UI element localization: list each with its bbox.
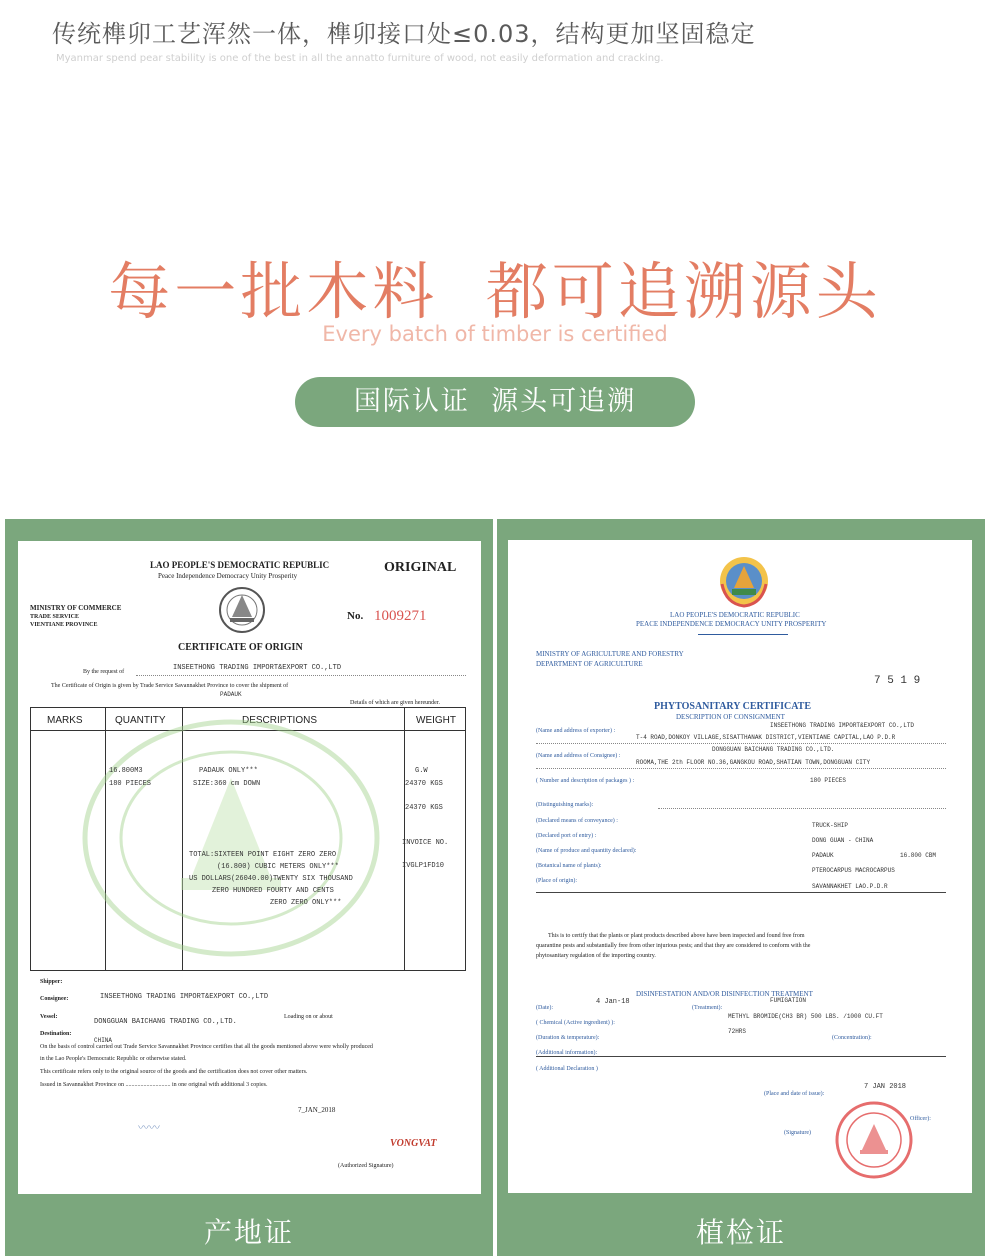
doc-ministry: MINISTRY OF COMMERCE (30, 604, 122, 612)
top-title: 传统榫卯工艺浑然一体，榫卯接口处≤0.03，结构更加坚固稳定 (52, 20, 756, 48)
blue-signature-icon: 〰︎〰 (138, 1122, 160, 1134)
request-value: INSEETHONG TRADING IMPORT&EXPORT CO.,LTD (173, 664, 342, 672)
exporter-line-2: T-4 ROAD,DONKOY VILLAGE,SISATTHANAK DISTRICT,VIENTIANE CAPITAL,LAO P.D.R (636, 734, 896, 741)
treatment-date-label: (Date): (536, 1005, 553, 1011)
entry-label: (Declared port of entry) : (536, 833, 597, 839)
ministry-stamp-watermark (81, 715, 381, 958)
exporter-line-1: INSEETHONG TRADING IMPORT&EXPORT CO.,LTD (770, 722, 915, 729)
doc-country: LAO PEOPLE'S DEMOCRATIC REPUBLIC (150, 560, 330, 570)
weight-value-1: 24370 KGS (405, 780, 443, 788)
invoice-value: IVGLP1FD10 (402, 862, 445, 870)
issue-date-value: 7 JAN 2018 (864, 1083, 907, 1091)
destination-value: CHINA (94, 1037, 113, 1044)
botanical-label: (Botanical name of plants): (536, 863, 602, 869)
total-line-2: (16.800) CUBIC METERS ONLY*** (217, 863, 339, 871)
col-quantity: QUANTITY (115, 715, 166, 726)
marks-label: (Distinguishing marks): (536, 802, 594, 808)
basis-text: On the basis of control carried out Trade Service Savannakhet Province certifies that all the goods mentioned above were wholly produced (40, 1044, 373, 1050)
duration-label: (Duration & temperature): (536, 1035, 600, 1041)
destination-label: Destination: (40, 1031, 72, 1037)
phyto-ministry: MINISTRY OF AGRICULTURE AND FORESTRY (536, 650, 684, 658)
panel-caption-origin: 产地证 (203, 1216, 294, 1249)
packages-label: ( Number and description of packages ) : (536, 778, 635, 784)
phyto-motto: PEACE INDEPENDENCE DEMOCRACY UNITY PROSPERITY (636, 620, 827, 628)
origin-certificate-document (18, 541, 481, 1194)
phyto-subtitle: DESCRIPTION OF CONSIGNMENT (676, 713, 785, 721)
treatment-date-value: 4 Jan-18 (596, 998, 630, 1006)
additional-info-label: (Additional information): (536, 1050, 598, 1056)
phyto-number: 7 5 1 9 (874, 675, 921, 687)
certification-pill: 国际认证 源头可追溯 (295, 377, 695, 427)
packages-value: 180 PIECES (810, 777, 847, 784)
botanical-value: PTEROCARPUS MACROCARPUS (812, 867, 895, 874)
qty-pieces: 180 PIECES (109, 780, 152, 788)
doc-number: 1009271 (374, 608, 427, 624)
origin-label: (Place of origin): (536, 878, 577, 884)
signature-label: (Signature) (784, 1130, 811, 1136)
officer-label: Officer): (910, 1116, 931, 1122)
doc-province: VIENTIANE PROVINCE (30, 622, 98, 628)
shipper-label: Shipper: (40, 979, 63, 985)
origin-value: SAVANNAKHET LAO.P.D.R (812, 883, 888, 890)
lao-emblem-color-icon (716, 554, 772, 608)
conveyance-label: (Declared means of conveyance) : (536, 818, 618, 824)
disinfestation-title: DISINFESTATION AND/OR DISINFECTION TREATMENT (636, 990, 813, 998)
treatment-label: (Treatment): (692, 1005, 723, 1011)
consignee-line-2: ROOMA,THE 2th FLOOR NO.36,GANGKOU ROAD,SHATIAN TOWN,DONGGUAN CITY (636, 759, 871, 766)
weight-gw: G.W (415, 767, 428, 775)
qty-volume: 16.800M3 (109, 767, 143, 775)
consignee-value: INSEETHONG TRADING IMPORT&EXPORT CO.,LTD (100, 993, 269, 1001)
col-descriptions: DESCRIPTIONS (242, 715, 318, 726)
consignee-label: Consignee: (40, 996, 69, 1002)
doc-original: ORIGINAL (384, 560, 457, 575)
doc-trade-service: TRADE SERVICE (30, 614, 79, 620)
col-weight: WEIGHT (416, 715, 456, 726)
details-text: Details of which are given hereunder. (350, 700, 440, 706)
phyto-country: LAO PEOPLE'S DEMOCRATIC REPUBLIC (670, 611, 800, 619)
signer-name: VONGVAT (390, 1138, 437, 1149)
phyto-department: DEPARTMENT OF AGRICULTURE (536, 660, 643, 668)
basis-text-2: in the Lao People's Democratic Republic or otherwise stated. (40, 1056, 187, 1062)
loading-label: Loading on or about (284, 1014, 333, 1020)
vessel-label: Vessel: (40, 1014, 58, 1020)
chemical-label: ( Chemical (Active ingredient) ): (536, 1020, 615, 1026)
shipment-product: PADAUK (220, 691, 242, 698)
total-line-1: TOTAL:SIXTEEN POINT EIGHT ZERO ZERO (189, 851, 337, 859)
hero-headline: 每一批木料 都可追溯源头 (108, 255, 882, 328)
additional-declaration-label: ( Additional Declaration ) (536, 1066, 598, 1072)
phytosanitary-panel (497, 519, 985, 1256)
total-line-4: ZERO HUNDRED FOURTY AND CENTS (212, 887, 334, 895)
vessel-value: DONGGUAN BAICHANG TRADING CO.,LTD. (94, 1018, 237, 1026)
treatment-value: FUMIGATION (770, 997, 807, 1004)
goods-table (30, 707, 466, 971)
produce-value: PADAUK (812, 852, 834, 859)
authorized-signature-label: (Authorized Signature) (338, 1163, 394, 1169)
refers-text: This certificate refers only to the original source of the goods and the certification does not cover other matters. (40, 1069, 308, 1075)
produce-quantity: 16.800 CBM (900, 852, 937, 859)
doc-title: CERTIFICATE OF ORIGIN (178, 642, 303, 653)
lao-emblem-icon (214, 585, 270, 635)
issue-date: 7_JAN_2018 (298, 1106, 336, 1114)
duration-value: 72HRS (728, 1028, 747, 1035)
given-text: The Certificate of Origin is given by Trade Service Savannakhet Province to cover the shipment of (51, 683, 289, 689)
issued-text: Issued in Savannakhet Province on .............................. in one original with additional 3 copies. (40, 1082, 268, 1088)
origin-certificate-panel (5, 519, 493, 1256)
desc-product: PADAUK ONLY*** (199, 767, 258, 775)
chemical-value: METHYL BROMIDE(CH3 BR) 500 LBS. /1000 CU.FT (728, 1013, 883, 1020)
exporter-label: (Name and address of exporter) : (536, 728, 616, 734)
doc-motto: Peace Independence Democracy Unity Prosperity (158, 572, 298, 580)
total-line-3: US DOLLARS(26040.00)TWENTY SIX THOUSAND (189, 875, 353, 883)
weight-value-2: 24370 KGS (405, 804, 443, 812)
certify-line-2: quarantine pests and substantially free from other injurious pests; and that they are considered to conform with the (536, 943, 811, 949)
consignee-label: (Name and address of Consignee) : (536, 753, 621, 759)
certify-line-3: phytosanitary regulation of the importing country. (536, 953, 656, 959)
panel-caption-phytosanitary: 植检证 (695, 1216, 786, 1249)
concentration-label: (Concentration): (832, 1035, 872, 1041)
invoice-label: INVOICE NO. (402, 839, 449, 847)
red-official-seal-icon (834, 1100, 914, 1180)
issue-place-label: (Place and date of issue): (764, 1091, 825, 1097)
certify-line-1: This is to certify that the plants or plant products described above have been inspected and found free from (548, 933, 805, 939)
phyto-title: PHYTOSANITARY CERTIFICATE (654, 701, 812, 712)
request-label: By the request of (83, 669, 125, 675)
produce-label: (Name of produce and quantity declared): (536, 848, 637, 854)
conveyance-value: TRUCK-SHIP (812, 822, 849, 829)
top-subtitle: Myanmar spend pear stability is one of the best in all the annatto furniture of wood, not easily deformation and cracking. (56, 53, 664, 64)
phytosanitary-document (508, 540, 972, 1193)
desc-size: SIZE:360 cm DOWN (193, 780, 261, 788)
consignee-line-1: DONGGUAN BAICHANG TRADING CO.,LTD. (712, 746, 835, 753)
col-marks: MARKS (47, 715, 83, 726)
entry-value: DONG GUAN - CHINA (812, 837, 874, 844)
total-line-5: ZERO ZERO ONLY*** (270, 899, 342, 907)
hero-subheadline: Every batch of timber is certified (322, 322, 668, 346)
doc-no-label: No. (347, 610, 364, 622)
